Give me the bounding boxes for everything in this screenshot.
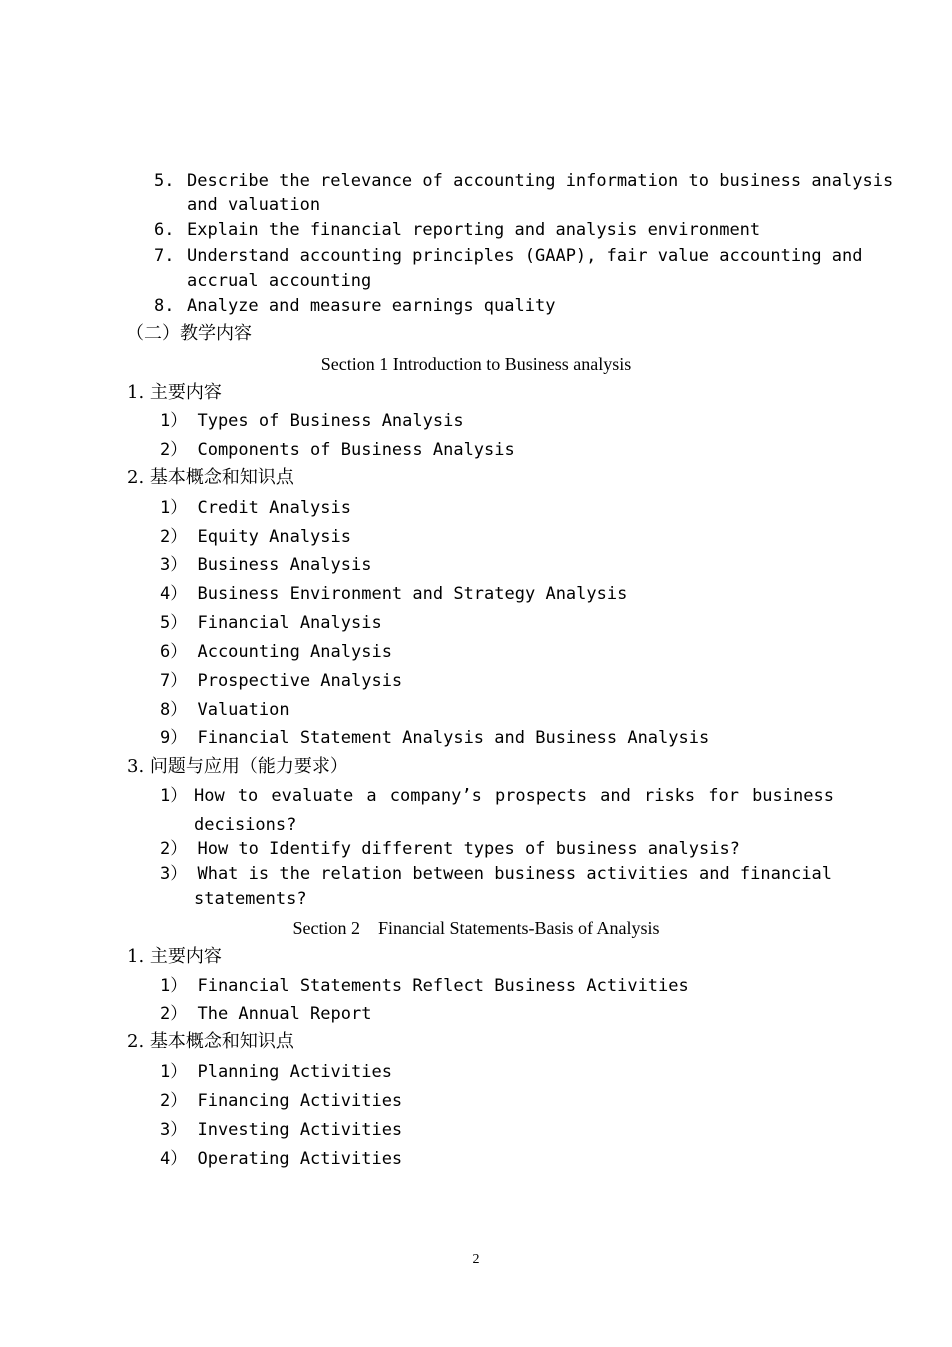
section-2-main-item-1: 1） Financial Statements Reflect Business Activities xyxy=(160,976,689,996)
section-1-questions-heading: 3. 问题与应用（能力要求） xyxy=(127,756,348,777)
question-1-word: evaluate xyxy=(271,786,354,806)
section-1-concept-2: 2） Equity Analysis xyxy=(160,527,351,547)
question-3-line-2: statements? xyxy=(194,889,307,909)
question-3-line-1: 3） What is the relation between business activities and financial xyxy=(160,864,833,884)
content-heading: （二）教学内容 xyxy=(126,323,252,344)
section-1-concept-6: 6） Accounting Analysis xyxy=(160,642,392,662)
section-2-concept-3: 3） Investing Activities xyxy=(160,1120,403,1140)
section-2-concept-1: 1） Planning Activities xyxy=(160,1062,392,1082)
section-1-concept-7: 7） Prospective Analysis xyxy=(160,671,403,691)
objective-7-num: 7. xyxy=(154,246,175,266)
page-number: 2 xyxy=(472,1252,480,1267)
objective-8-num: 8. xyxy=(154,296,175,316)
section-2-concepts-heading: 2. 基本概念和知识点 xyxy=(127,1031,294,1052)
objective-5-line-1: Describe the relevance of accounting information to business analysis xyxy=(187,171,894,191)
section-1-main-item-1: 1） Types of Business Analysis xyxy=(160,411,464,431)
section-1-concept-9: 9） Financial Statement Analysis and Business Analysis xyxy=(160,728,710,748)
question-1-word: company’s xyxy=(389,786,482,806)
objective-5-num: 5. xyxy=(154,171,175,191)
section-1-concept-3: 3） Business Analysis xyxy=(160,555,372,575)
section-1-concept-4: 4） Business Environment and Strategy Analysis xyxy=(160,584,628,604)
question-1-word: prospects xyxy=(494,786,588,806)
question-1-word: for xyxy=(708,786,739,806)
section-2-concept-2: 2） Financing Activities xyxy=(160,1091,403,1111)
question-1-word: business xyxy=(752,786,834,806)
question-2: 2） How to Identify different types of business analysis? xyxy=(160,839,740,859)
question-1-word: and xyxy=(600,786,631,806)
question-1-line-2: decisions? xyxy=(194,815,297,835)
section-1-concept-1: 1） Credit Analysis xyxy=(160,498,351,518)
section-1-concept-5: 5） Financial Analysis xyxy=(160,613,382,633)
objective-5-line-2: and valuation xyxy=(187,195,321,215)
section-2-title: Section 2 Financial Statements-Basis of Analysis xyxy=(292,918,660,938)
section-1-main-heading: 1. 主要内容 xyxy=(127,382,222,403)
section-2-main-item-2: 2） The Annual Report xyxy=(160,1004,372,1024)
objective-7-line-2: accrual accounting xyxy=(187,271,372,291)
question-1-word: a xyxy=(366,786,377,806)
objective-6-line-1: Explain the financial reporting and analysis environment xyxy=(187,220,761,240)
objective-8-line-1: Analyze and measure earnings quality xyxy=(187,296,556,316)
question-1-word: risks xyxy=(643,786,696,806)
question-1-line-1 xyxy=(194,786,834,806)
section-1-title: Section 1 Introduction to Business analysis xyxy=(320,354,632,374)
section-1-concepts-heading: 2. 基本概念和知识点 xyxy=(127,467,294,488)
question-1-num: 1） xyxy=(160,786,188,806)
section-2-main-heading: 1. 主要内容 xyxy=(127,946,222,967)
objective-7-line-1: Understand accounting principles (GAAP), fair value accounting and xyxy=(187,246,863,266)
objective-6-num: 6. xyxy=(154,220,175,240)
section-1-concept-8: 8） Valuation xyxy=(160,700,290,720)
question-1-word: How xyxy=(194,786,225,806)
section-2-concept-4: 4） Operating Activities xyxy=(160,1149,403,1169)
question-1-word: to xyxy=(237,786,259,806)
section-1-main-item-2: 2） Components of Business Analysis xyxy=(160,440,515,460)
